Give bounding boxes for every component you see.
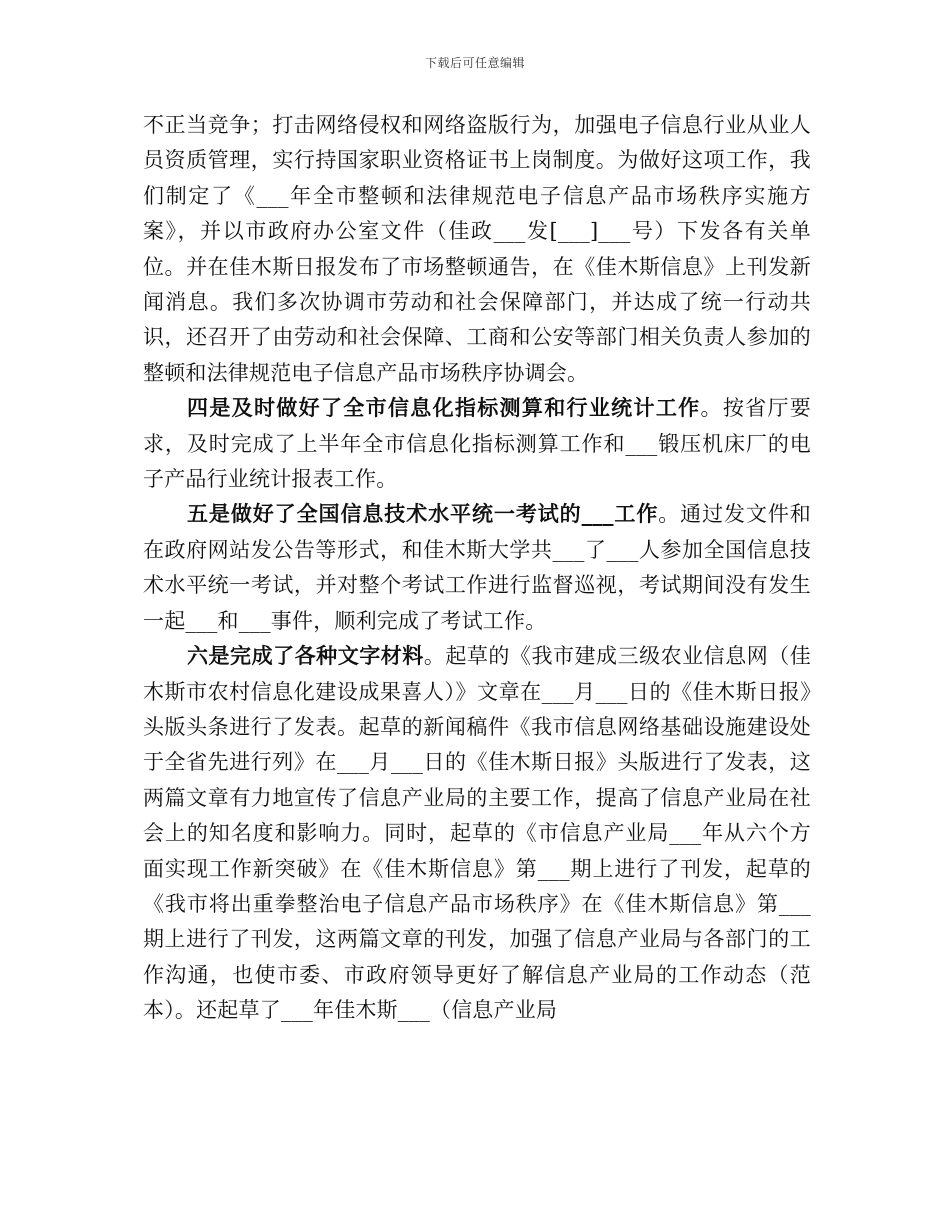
paragraph-3-heading: 五是做好了全国信息技术水平统一考试的___工作 [187, 502, 659, 527]
paragraph-4-heading: 六是完成了各种文字材料 [187, 644, 424, 669]
paragraph-2 [143, 391, 811, 497]
paragraph-2-heading: 四是及时做好了全市信息化指标测算和行业统计工作 [187, 396, 701, 421]
header-note: 下载后可任意编辑 [424, 56, 525, 70]
paragraph-1-text: 不正当竞争；打击网络侵权和网络盗版行为，加强电子信息行业从业人员资质管理，实行持国家职业资格证书上岗制度。为做好这项工作，我们制定了《___年全市整顿和法律规范电子信息产品市场秩序实施方案》，并以市政府办公室文件（佳政___发[___]___号）下发各有关单位。并在佳木斯日报发布了市场整顿通告，在《佳木斯信息》上刊发新闻消息。我们多次协调市劳动和社会保障部门，并达成了统一行动共识，还召开了由劳动和社会保障、工商和公安等部门相关负责人参加的整顿和法律规范电子信息产品市场秩序协调会。 [143, 113, 811, 385]
paragraph-1 [143, 108, 811, 391]
document-body [143, 108, 811, 1029]
paragraph-2-text: 。按省厅要求，及时完成了上半年全市信息化指标测算工作和___锻压机床厂的电子产品行业统计报表工作。 [143, 396, 812, 492]
paragraph-3 [143, 497, 811, 639]
paragraph-4-text: 。起草的《我市建成三级农业信息网（佳木斯市农村信息化建设成果喜人）》文章在___月___日的《佳木斯日报》头版头条进行了发表。起草的新闻稿件《我市信息网络基础设施建设处于全省先进行列》在___月___日的《佳木斯日报》头版进行了发表，这两篇文章有力地宣传了信息产业局的主要工作，提高了信息产业局在社会上的知名度和影响力。同时，起草的《市信息产业局___年从六个方面实现工作新突破》在《佳木斯信息》第___期上进行了刊发，起草的《我市将出重拳整治电子信息产品市场秩序》在《佳木斯信息》第___期上进行了刊发，这两篇文章的刊发，加强了信息产业局与各部门的工作沟通，也使市委、市政府领导更好了解信息产业局的工作动态（范本）。还起草了___年佳木斯___（信息产业局 [143, 644, 811, 1023]
paragraph-4 [143, 639, 811, 1028]
paragraph-3-text: 。通过发文件和在政府网站发公告等形式，和佳木斯大学共___了___人参加全国信息技术水平统一考试，并对整个考试工作进行监督巡视，考试期间没有发生一起___和___事件，顺利完成了考试工作。 [143, 502, 811, 633]
